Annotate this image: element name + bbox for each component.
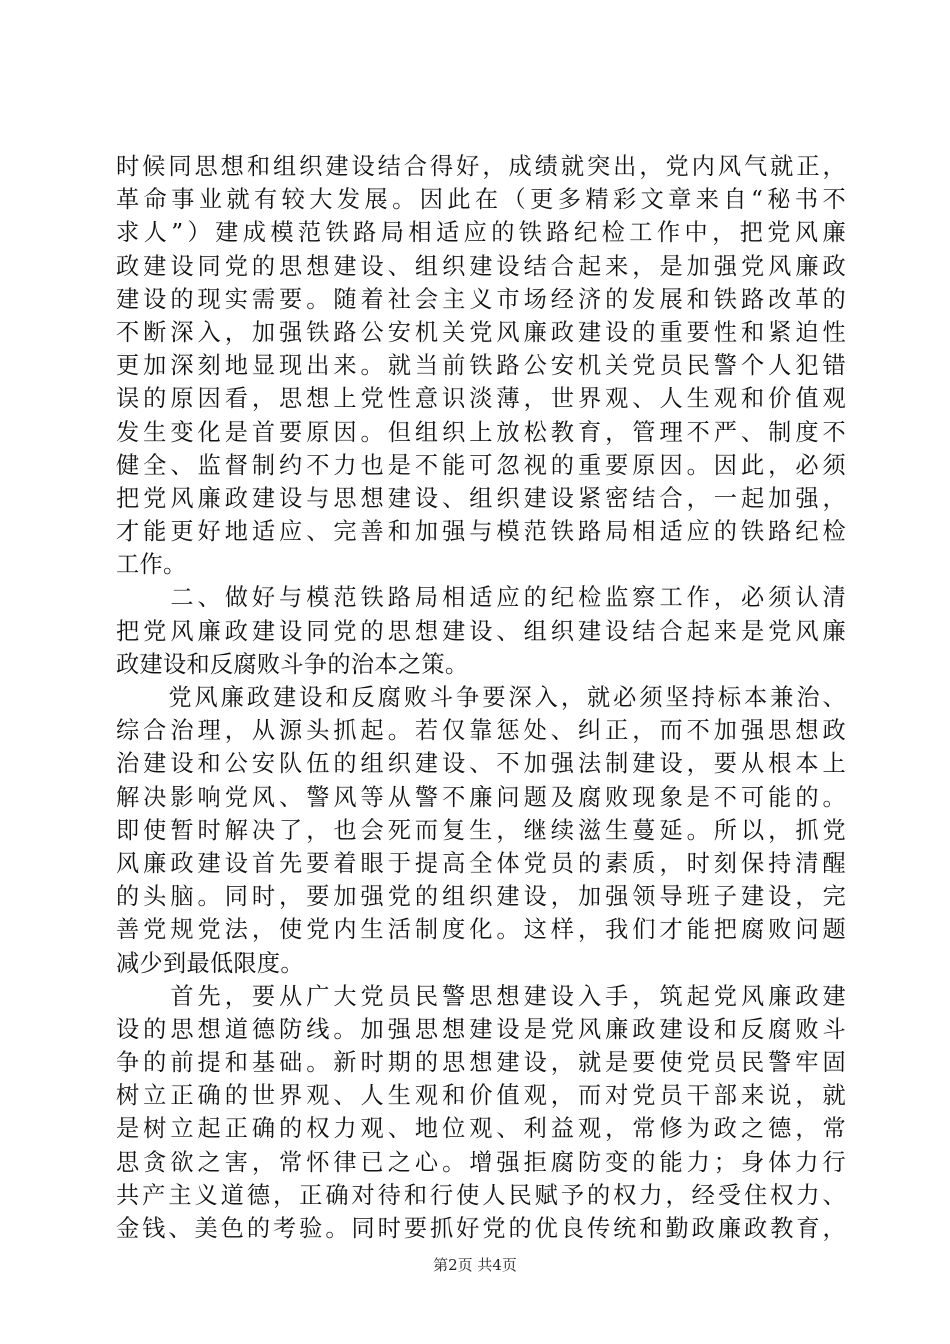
text-line: 设的思想道德防线。加强思想建设是党风廉政建设和反腐败斗 [116, 1015, 846, 1043]
text-line: 即使暂时解决了，也会死而复生，继续滋生蔓延。所以，抓党 [116, 816, 846, 844]
text-line: 时候同思想和组织建设结合得好，成绩就突出，党内风气就正， [116, 153, 846, 180]
paragraph-end-line: 减少到最低限度。 [116, 949, 304, 977]
text-line: 金钱、美色的考验。同时要抓好党的优良传统和勤政廉政教育， [116, 1215, 846, 1242]
text-line: 误的原因看，思想上党性意识淡薄，世界观、人生观和价值观 [116, 385, 846, 413]
text-line: 党风廉政建设和反腐败斗争要深入，就必须坚持标本兼治、 [116, 684, 846, 711]
text-line: 发生变化是首要原因。但组织上放松教育，管理不严、制度不 [116, 418, 846, 446]
text-line: 把党风廉政建设与思想建设、组织建设紧密结合，一起加强， [116, 484, 846, 512]
paragraph-end-line: 政建设和反腐败斗争的治本之策。 [116, 650, 469, 678]
paragraph-end-line: 工作。 [116, 551, 187, 579]
page-number-footer: 第2页 共4页 [433, 1256, 517, 1274]
text-line: 思贪欲之害，常怀律已之心。增强拒腐防变的能力；身体力行 [116, 1148, 846, 1176]
text-line: 健全、监督制约不力也是不能可忽视的重要原因。因此，必须 [116, 451, 846, 479]
text-line: 树立正确的世界观、人生观和价值观，而对党员干部来说，就 [116, 1082, 846, 1110]
text-line: 首先，要从广大党员民警思想建设入手，筑起党风廉政建 [116, 982, 846, 1010]
text-line: 建设的现实需要。随着社会主义市场经济的发展和铁路改革的 [116, 285, 846, 313]
text-line: 争的前提和基础。新时期的思想建设，就是要使党员民警牢固 [116, 1049, 846, 1077]
text-line: 二、做好与模范铁路局相适应的纪检监察工作，必须认清 [116, 584, 846, 612]
text-line: 善党规党法，使党内生活制度化。这样，我们才能把腐败问题 [116, 916, 846, 944]
text-line: 治建设和公安队伍的组织建设、不加强法制建设，要从根本上 [116, 750, 846, 778]
text-line: 不断深入，加强铁路公安机关党风廉政建设的重要性和紧迫性 [116, 318, 846, 346]
text-line: 综合治理，从源头抓起。若仅靠惩处、纠正，而不加强思想政 [116, 717, 846, 745]
text-line: 更加深刻地显现出来。就当前铁路公安机关党员民警个人犯错 [116, 352, 846, 380]
text-line: 解决影响党风、警风等从警不廉问题及腐败现象是不可能的。 [116, 783, 846, 811]
text-line: 求人”）建成模范铁路局相适应的铁路纪检工作中，把党风廉 [116, 219, 846, 247]
text-line: 风廉政建设首先要着眼于提高全体党员的素质，时刻保持清醒 [116, 849, 846, 877]
text-line: 是树立起正确的权力观、地位观、利益观，常修为政之德，常 [116, 1115, 846, 1143]
text-line: 共产主义道德，正确对待和行使人民赋予的权力，经受住权力、 [116, 1181, 846, 1209]
text-line: 政建设同党的思想建设、组织建设结合起来，是加强党风廉政 [116, 252, 846, 280]
text-line: 的头脑。同时，要加强党的组织建设，加强领导班子建设，完 [116, 883, 846, 911]
text-line: 革命事业就有较大发展。因此在（更多精彩文章来自“秘书不 [116, 186, 846, 214]
document-body [116, 150, 846, 1245]
text-line: 才能更好地适应、完善和加强与模范铁路局相适应的铁路纪检 [116, 518, 846, 546]
text-line: 把党风廉政建设同党的思想建设、组织建设结合起来是党风廉 [116, 617, 846, 645]
